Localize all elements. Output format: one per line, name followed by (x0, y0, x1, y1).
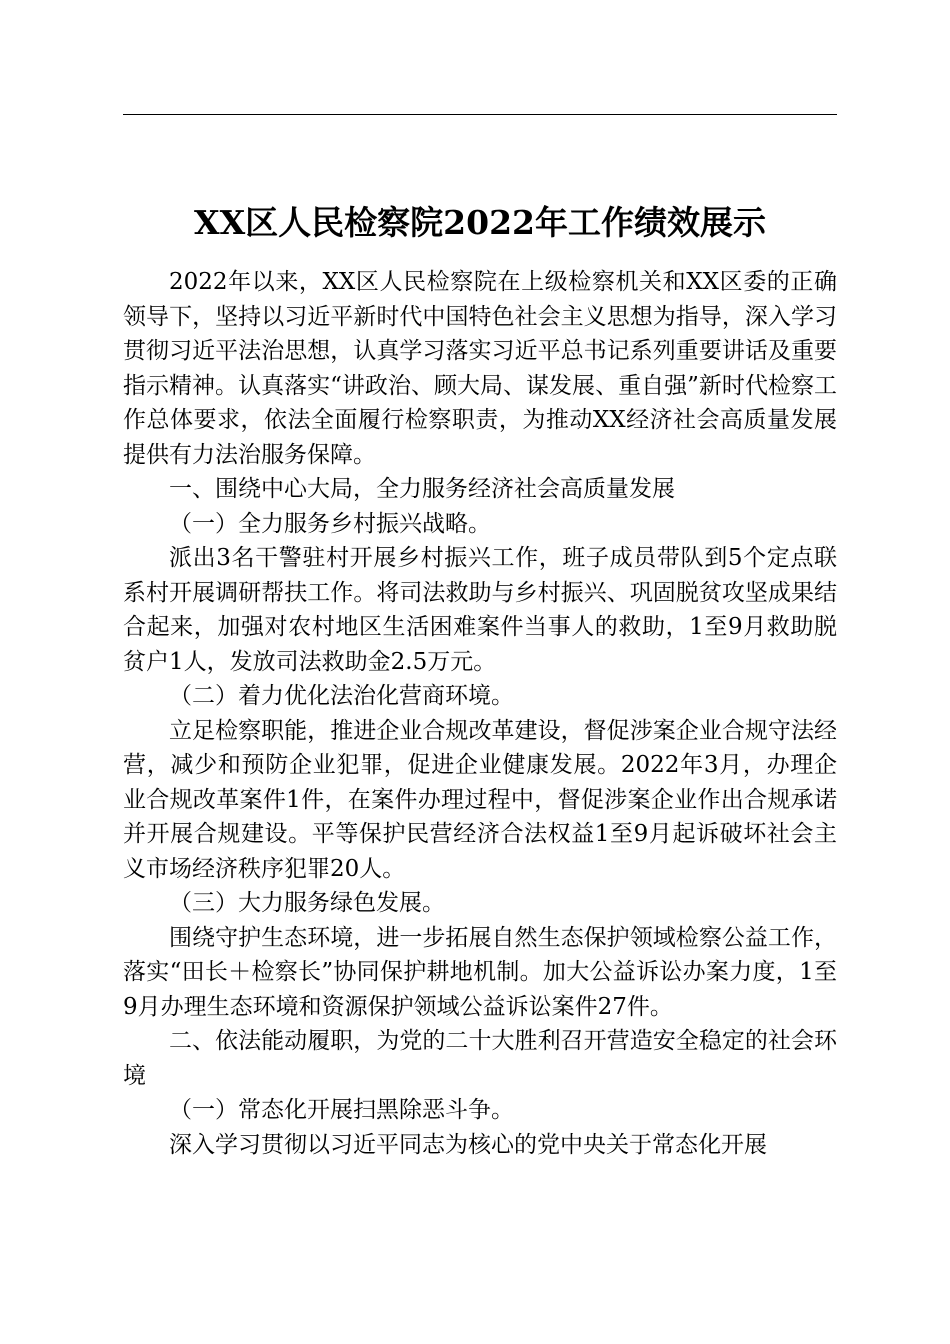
subsection-heading-1-2: （二）着力优化法治化营商环境。 (169, 683, 514, 709)
subsection-heading-2-1: （一）常态化开展扫黑除恶斗争。 (169, 1097, 514, 1123)
body-paragraph: 立足检察职能，推进企业合规改革建设，督促涉案企业合规守法经营，减少和预防企业犯罪，促进企业健康发展。2022年3月，办理企业合规改革案件1件，在案件办理过程中，督促涉案企业作出合规承诺并开展合规建设。平等保护民营经济合法权益1至9月起诉破坏社会主义市场经济秩序犯罪20人。 (123, 717, 837, 882)
body-paragraph: 派出3名干警驻村开展乡村振兴工作，班子成员带队到5个定点联系村开展调研帮扶工作。将司法救助与乡村振兴、巩固脱贫攻坚成果结合起来，加强对农村地区生活困难案件当事人的救助，1至9月救助脱贫户1人，发放司法救助金2.5万元。 (123, 545, 837, 675)
header-rule (123, 114, 837, 115)
intro-paragraph: 2022年以来，XX区人民检察院在上级检察机关和XX区委的正确领导下，坚持以习近平新时代中国特色社会主义思想为指导，深入学习贯彻习近平法治思想，认真学习落实习近平总书记系列重要讲话及重要指示精神。认真落实“讲政治、顾大局、谋发展、重自强”新时代检察工作总体要求，依法全面履行检察职责，为推动XX经济社会高质量发展提供有力法治服务保障。 (123, 269, 837, 468)
document-title: XX区人民检察院2022年工作绩效展示 (193, 203, 767, 243)
body-paragraph: 深入学习贯彻以习近平同志为核心的党中央关于常态化开展 (169, 1131, 767, 1158)
body-paragraph: 围绕守护生态环境，进一步拓展自然生态保护领域检察公益工作，落实“田长＋检察长”协同保护耕地机制。加大公益诉讼办案力度，1至9月办理生态环境和资源保护领域公益诉讼案件27件。 (123, 924, 837, 1020)
section-heading-2: 二、依法能动履职，为党的二十大胜利召开营造安全稳定的社会环境 (123, 1028, 837, 1089)
section-heading-1: 一、围绕中心大局，全力服务经济社会高质量发展 (169, 476, 675, 502)
subsection-heading-1-3: （三）大力服务绿色发展。 (169, 890, 445, 916)
document-body (123, 265, 837, 1162)
subsection-heading-1-1: （一）全力服务乡村振兴战略。 (169, 510, 491, 537)
